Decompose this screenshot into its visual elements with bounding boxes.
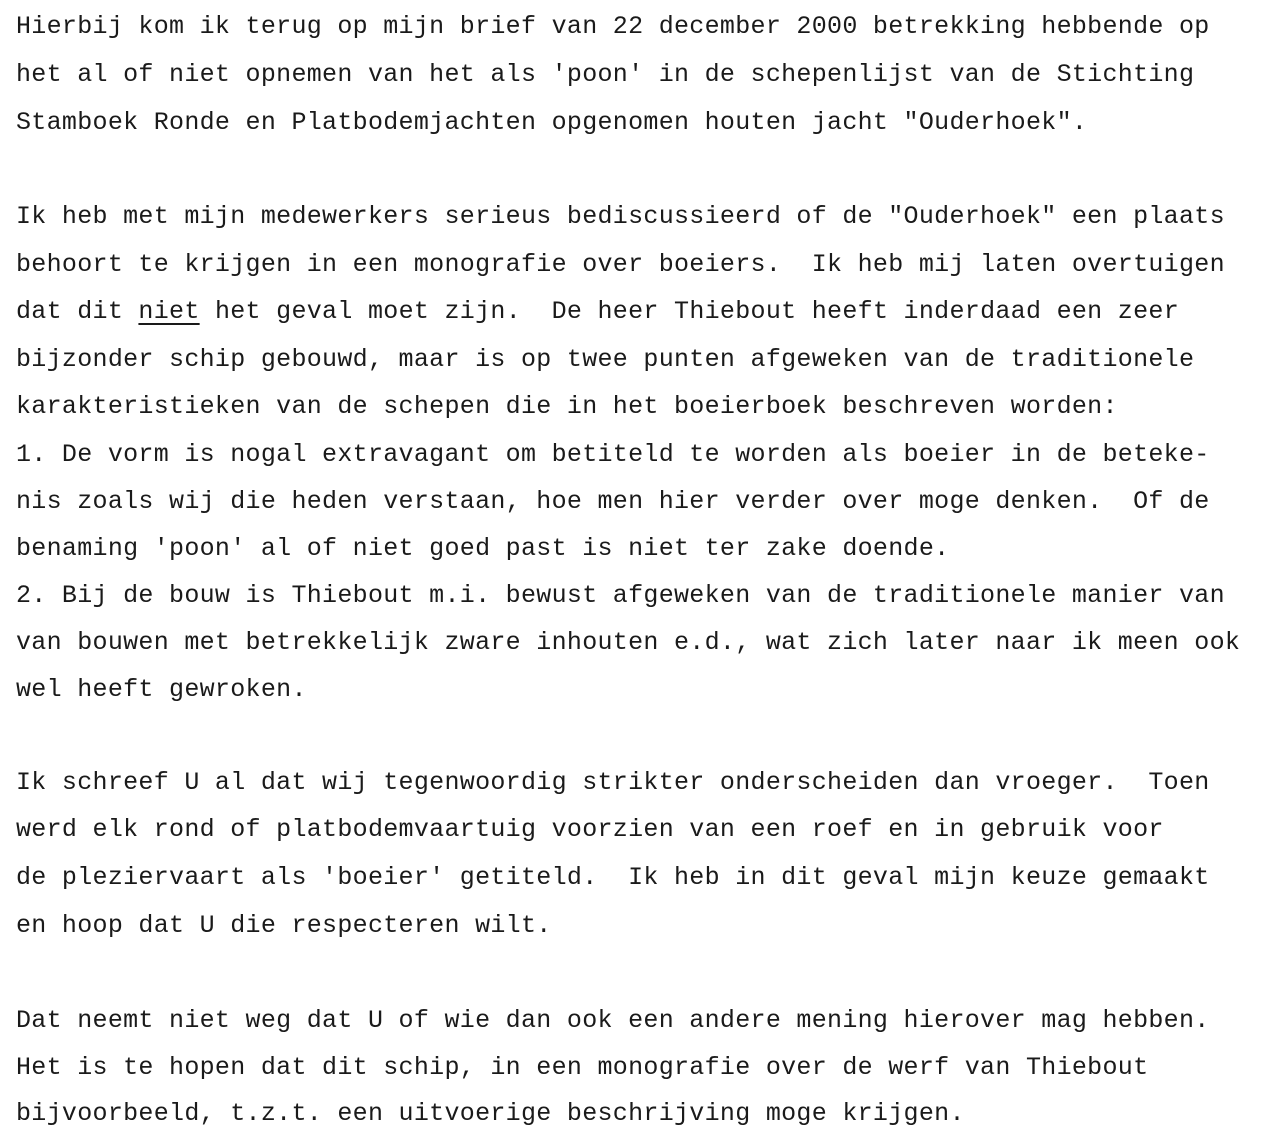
paragraph-2-line-1: Ik heb met mijn medewerkers serieus bediscussieerd of de "Ouderhoek" een plaats bbox=[16, 202, 1225, 231]
paragraph-2-line-3 bbox=[16, 297, 1179, 327]
line-3-after-text: het geval moet zijn. De heer Thiebout heeft inderdaad een zeer bbox=[199, 297, 1179, 326]
paragraph-2-line-6: 1. De vorm is nogal extravagant om betiteld te worden als boeier in de beteke- bbox=[16, 440, 1210, 469]
paragraph-4-line-1: Dat neemt niet weg dat U of wie dan ook een andere mening hierover mag hebben. bbox=[16, 1006, 1210, 1035]
paragraph-2-line-9: 2. Bij de bouw is Thiebout m.i. bewust afgeweken van de traditionele manier van bbox=[16, 581, 1225, 610]
paragraph-3-line-2: werd elk rond of platbodemvaartuig voorzien van een roef en in gebruik voor bbox=[16, 815, 1164, 844]
paragraph-1-line-2: het al of niet opnemen van het als 'poon' in de schepenlijst van de Stichting bbox=[16, 60, 1195, 89]
paragraph-2-line-5: karakteristieken van de schepen die in het boeierboek beschreven worden: bbox=[16, 392, 1118, 421]
paragraph-3-line-3: de pleziervaart als 'boeier' getiteld. Ik heb in dit geval mijn keuze gemaakt bbox=[16, 863, 1210, 892]
paragraph-4-line-3: bijvoorbeeld, t.z.t. een uitvoerige beschrijving moge krijgen. bbox=[16, 1099, 965, 1128]
paragraph-2-line-10: van bouwen met betrekkelijk zware inhouten e.d., wat zich later naar ik meen ook bbox=[16, 628, 1241, 657]
paragraph-1-line-1: Hierbij kom ik terug op mijn brief van 22 december 2000 betrekking hebbende op bbox=[16, 12, 1210, 41]
paragraph-2-line-7: nis zoals wij die heden verstaan, hoe men hier verder over moge denken. Of de bbox=[16, 487, 1210, 516]
paragraph-2-line-4: bijzonder schip gebouwd, maar is op twee punten afgeweken van de traditionele bbox=[16, 345, 1195, 374]
line-3-before-text: dat dit bbox=[16, 297, 139, 326]
paragraph-3-line-1: Ik schreef U al dat wij tegenwoordig strikter onderscheiden dan vroeger. Toen bbox=[16, 768, 1210, 797]
emphasis-underlined-word: niet bbox=[138, 297, 200, 326]
paragraph-4-line-2: Het is te hopen dat dit schip, in een monografie over de werf van Thiebout bbox=[16, 1053, 1149, 1082]
paragraph-2-line-8: benaming 'poon' al of niet goed past is niet ter zake doende. bbox=[16, 534, 950, 563]
paragraph-2-line-11: wel heeft gewroken. bbox=[16, 675, 307, 704]
paragraph-2-line-2: behoort te krijgen in een monografie over boeiers. Ik heb mij laten overtuigen bbox=[16, 250, 1225, 279]
paragraph-3-line-4: en hoop dat U die respecteren wilt. bbox=[16, 911, 552, 940]
paragraph-1-line-3: Stamboek Ronde en Platbodemjachten opgenomen houten jacht "Ouderhoek". bbox=[16, 108, 1088, 137]
